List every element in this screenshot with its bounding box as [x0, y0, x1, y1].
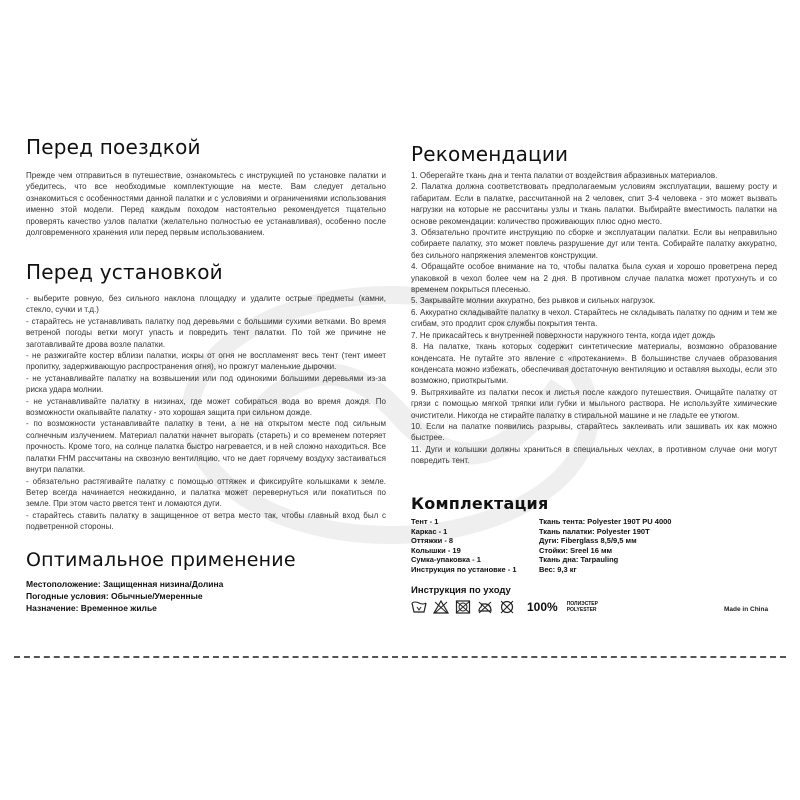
- section-title-kit: Комплектация: [411, 494, 549, 513]
- hand-wash-icon: [411, 600, 427, 614]
- kit-item: Инструкция по установке - 1: [411, 564, 517, 574]
- kit-specs-list: [539, 517, 739, 574]
- no-bleach-icon: [433, 600, 449, 614]
- care-icons-row: [411, 598, 598, 616]
- no-tumble-dry-icon: [455, 600, 471, 614]
- material-label-ru: ПОЛИЭСТЕР: [566, 601, 598, 607]
- kit-spec: Дуги: Fiberglass 8,5/9,5 мм: [539, 536, 637, 545]
- section-title-optimal-use: Оптимальное применение: [26, 549, 296, 571]
- optimal-use-purpose: Назначение: Временное жилье: [26, 603, 157, 613]
- no-iron-icon: [477, 600, 493, 614]
- section-title-before-setup: Перед установкой: [26, 260, 223, 284]
- kit-item: Сумка-упаковка - 1: [411, 555, 481, 564]
- cut-line-divider: [14, 656, 786, 658]
- kit-spec: Стойки: Sreel 16 мм: [539, 545, 613, 555]
- kit-item: Каркас - 1: [411, 526, 448, 536]
- optimal-use-list: [26, 578, 386, 614]
- optimal-use-weather: Погодные условия: Обычные/Умеренные: [26, 591, 203, 601]
- section-title-before-trip: Перед поездкой: [26, 135, 201, 159]
- recommendations-text: 1. Оберегайте ткань дна и тента палатки от воздействия абразивных материалов. 2. Палатка должна соответствовать предполагаемым условиям эксплуатации, вашему росту и габаритам. Если в палатке, рассчитанной на 2 человек, спит 3-4 человека - это может вызвать нагрузки на которые не рассчитаны узлы и ткань палатки. Выбирайте вместимость палатки на основе рекомендации: количество проживающих плюс одно место. 3. Обязательно прочтите инструкцию по сборке и эксплуатации палатки. Если вы неправильно собираете палатку, это может повлечь разрушение дуг или тента. Собирайте палатку аккуратно, без сильного напряжения элементов конструкции. 4. Обращайте особое внимание на то, чтобы палатка была сухая и хорошо проветрена перед упаковкой в чехол более чем на 2 дня. В противном случае палатка может протухнуть и со временем покрыться плесенью. 5. Закрывайте молнии аккуратно, без рывков и сильных нагрузок. 6. Аккуратно складывайте палатку в чехол. Старайтесь не складывать палатку по одним и тем же сгибам, это продлит срок службы покрытия тента. 7. Не прикасайтесь к внутренней поверхности наружного тента, когда идет дождь 8. На палатке, ткань которых содержит синтетические материалы, возможно образование конденсата. Не путайте это явление с «протеканием». В большинстве случаев образования конденсата можно избежать, обеспечивая достаточную вентиляцию и оставляя выходы, если это возможно, приоткрытыми. 9. Вытряхивайте из палатки песок и листья после каждого путешествия. Очищайте палатку от грязи с помощью мягкой тряпки или губки и мыльного раствора. Не используйте химические очистители. Никогда не стирайте палатку в стиральной машине и не гладьте ее утюгом. 10. Если на палатке появились разрывы, старайтесь заклеивать или зашивать их как можно быстрее. 11. Дуги и колышки должны храниться в специальных чехлах, в противном случае они могут повредить тент.: [411, 171, 777, 466]
- kit-spec: Вес: 9,3 кг: [539, 564, 577, 574]
- before-trip-text: Прежде чем отправиться в путешествие, ознакомьтесь с инструкцией по установке палатки и убедитесь, что все необходимые комплектующие на месте. Вам следует детально ознакомиться с особенностями данной палатки и с условиями и ограничениями использования именно этой модели. Перед каждым походом настоятельно рекомендуется тщательно проверять качество узлов палатки (желательно полностью ее устанавливая), особенно после долговременного хранения или перед первым использованием.: [26, 171, 386, 238]
- kit-item: Колышки - 19: [411, 545, 461, 555]
- kit-spec: Ткань дна: Tarpauling: [539, 555, 619, 564]
- kit-item: Тент - 1: [411, 517, 439, 526]
- optimal-use-location: Местоположение: Защищенная низина/Долина: [26, 579, 224, 589]
- section-title-recommendations: Рекомендации: [411, 142, 569, 166]
- care-instructions-title: Инструкция по уходу: [411, 585, 511, 596]
- kit-spec: Ткань тента: Polyester 190T PU 4000: [539, 517, 672, 526]
- material-label: [567, 601, 598, 613]
- made-in-label: Made in China: [724, 606, 769, 613]
- material-percent: 100%: [527, 600, 558, 614]
- material-label-en: POLYESTER: [566, 607, 597, 613]
- before-setup-text: - выберите ровную, без сильного наклона площадку и удалите острые предметы (камни, стекло, сучки и т.д.) - старайтесь не устанавливать палатку под деревьями с большими сухими ветками. Во время ветреной погоды ветки могут упасть и повредить тент палатки. По той же причине не заготавливайте дрова возле палатки. - не разжигайте костер вблизи палатки, искры от огня не воспламенят весь тент (тент имеет пропитку, задерживающую распространения огня), но прожгут маленькие дырочки. - не устанавливайте палатку на возвышении или под одинокими большими деревьями из-за риска удара молнии. - не устанавливайте палатку в низинах, где может собираться вода во время дождя. По возможности окапывайте палатку - это хорошая защита при сильном дожде. - по возможности устанавливайте палатку в тени, а не на открытом месте под сильным солнечным излучением. Материал палатки начнет выгорать (стареть) и со временем потеряет прочность. Кроме того, на солнце палатка быстро нагревается, и в ней сложно находиться. Все палатки FHM рассчитаны на сквозную вентиляцию, что не дает горячему воздуху застаиваться внутри палатки. - обязательно растягивайте палатку с помощью оттяжек и фиксируйте колышками к земле. Ветер всегда начинается неожиданно, и палатка может перевернуться или покатиться по земле. При этом часто рвется тент и ломаются дуги. - старайтесь ставить палатку в защищенное от ветра место так, чтобы главный вход был с подветренной стороны.: [26, 294, 386, 532]
- kit-items-list: [411, 517, 537, 574]
- no-dry-clean-icon: [499, 600, 515, 614]
- kit-spec: Ткань палатки: Polyester 190T: [539, 526, 650, 536]
- kit-item: Оттяжки - 8: [411, 536, 454, 545]
